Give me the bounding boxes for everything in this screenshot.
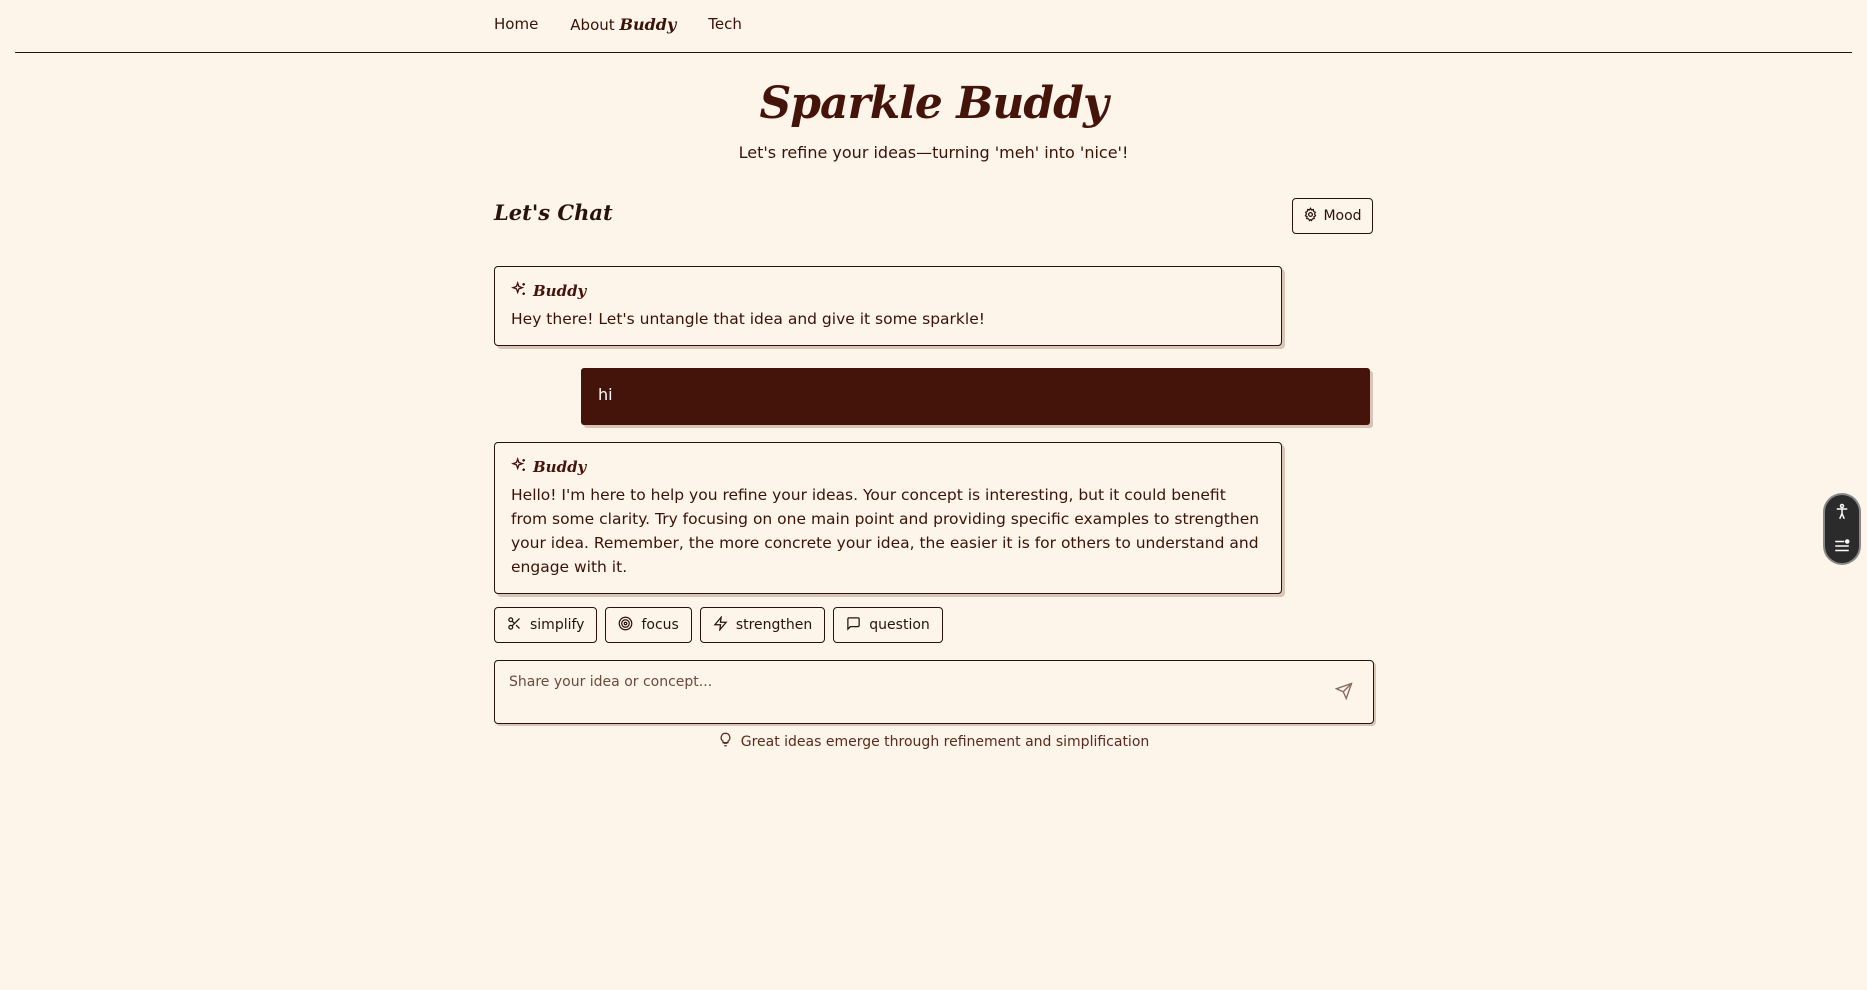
nav-about-prefix: About	[570, 16, 615, 34]
top-nav	[15, 0, 1852, 53]
sparkle-icon	[511, 281, 527, 301]
chip-label: question	[869, 617, 930, 633]
message-sender	[511, 457, 1265, 477]
bot-message	[494, 266, 1282, 346]
nav-links	[494, 15, 742, 34]
page-subtitle: Let's refine your ideas—turning 'meh' into 'nice'!	[738, 143, 1129, 162]
bot-message	[494, 442, 1282, 594]
send-icon	[1335, 685, 1353, 704]
nav-about-buddy: Buddy	[619, 15, 677, 34]
mood-label: Mood	[1323, 208, 1362, 224]
chip-label: focus	[641, 617, 679, 633]
sender-name: Buddy	[533, 282, 587, 300]
chip-strengthen[interactable]	[700, 607, 825, 643]
mood-button[interactable]	[1292, 198, 1373, 234]
send-button[interactable]	[1335, 682, 1355, 702]
reading-settings-icon[interactable]	[1833, 537, 1851, 555]
tip-text: Great ideas emerge through refinement and simplification	[740, 733, 1150, 750]
chip-focus[interactable]	[605, 607, 691, 643]
sender-name: Buddy	[533, 458, 587, 476]
chat-heading: Let's Chat	[494, 200, 613, 225]
chip-label: strengthen	[735, 617, 813, 633]
message-square-icon	[846, 616, 861, 635]
page-title: Sparkle Buddy	[759, 78, 1108, 129]
tip-line	[0, 732, 1867, 751]
user-message	[581, 368, 1370, 425]
lightbulb-icon	[718, 732, 733, 751]
chip-label: simplify	[530, 617, 585, 633]
message-input-box	[494, 660, 1374, 724]
target-icon	[618, 616, 633, 635]
gear-icon	[1303, 207, 1318, 226]
suggestion-chips	[494, 607, 943, 643]
accessibility-widget	[1825, 495, 1859, 563]
message-input[interactable]	[507, 673, 1311, 691]
nav-about-link[interactable]	[570, 15, 676, 34]
message-text: hi	[598, 385, 613, 404]
chip-question[interactable]	[833, 607, 942, 643]
sparkle-icon	[511, 457, 527, 477]
scissors-icon	[507, 616, 522, 635]
nav-tech-link[interactable]: Tech	[708, 15, 742, 33]
message-sender	[511, 281, 1265, 301]
message-text: Hey there! Let's untangle that idea and give it some sparkle!	[511, 310, 985, 328]
accessibility-icon[interactable]	[1833, 503, 1851, 521]
nav-home-link[interactable]: Home	[494, 15, 539, 33]
chip-simplify[interactable]	[494, 607, 597, 643]
zap-icon	[713, 616, 728, 635]
message-text: Hello! I'm here to help you refine your ideas. Your concept is interesting, but it could benefit from some clarity. Try focusing on one main point and providing specific examples to strengthen your idea. Remember, the more concrete your idea, the easier it is for others to understand and engage with it.	[511, 486, 1260, 576]
